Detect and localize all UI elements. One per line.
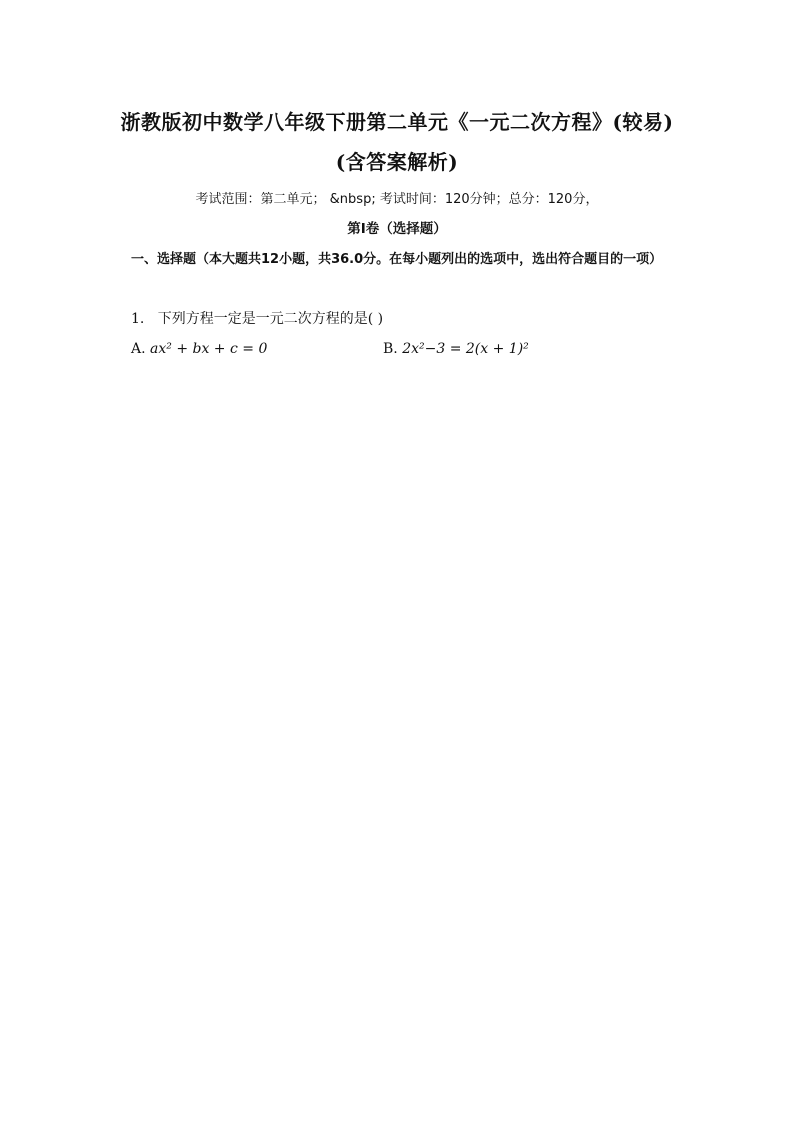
question-stem: 下列方程一定是一元二次方程的是( )	[157, 311, 384, 327]
volume-heading: 第I卷（选择题）	[347, 221, 447, 237]
document-title: 浙教版初中数学八年级下册第二单元《一元二次方程》(较易)	[120, 110, 674, 134]
q1-option-a: A. ax² + bx + c = 0	[131, 341, 268, 357]
question-1	[131, 310, 383, 328]
section-heading: 一、选择题（本大题共12小题，共36.0分。在每小题列出的选项中，选出符合题目的一项）	[131, 252, 663, 267]
question-number: 1.	[131, 311, 145, 327]
document-subtitle: (含答案解析)	[335, 150, 459, 174]
q1-option-b: B. 2x²−3 = 2(x + 1)²	[383, 341, 529, 357]
exam-info: 考试范围：第二单元； &nbsp; 考试时间：120分钟；总分：120分，	[195, 192, 599, 207]
